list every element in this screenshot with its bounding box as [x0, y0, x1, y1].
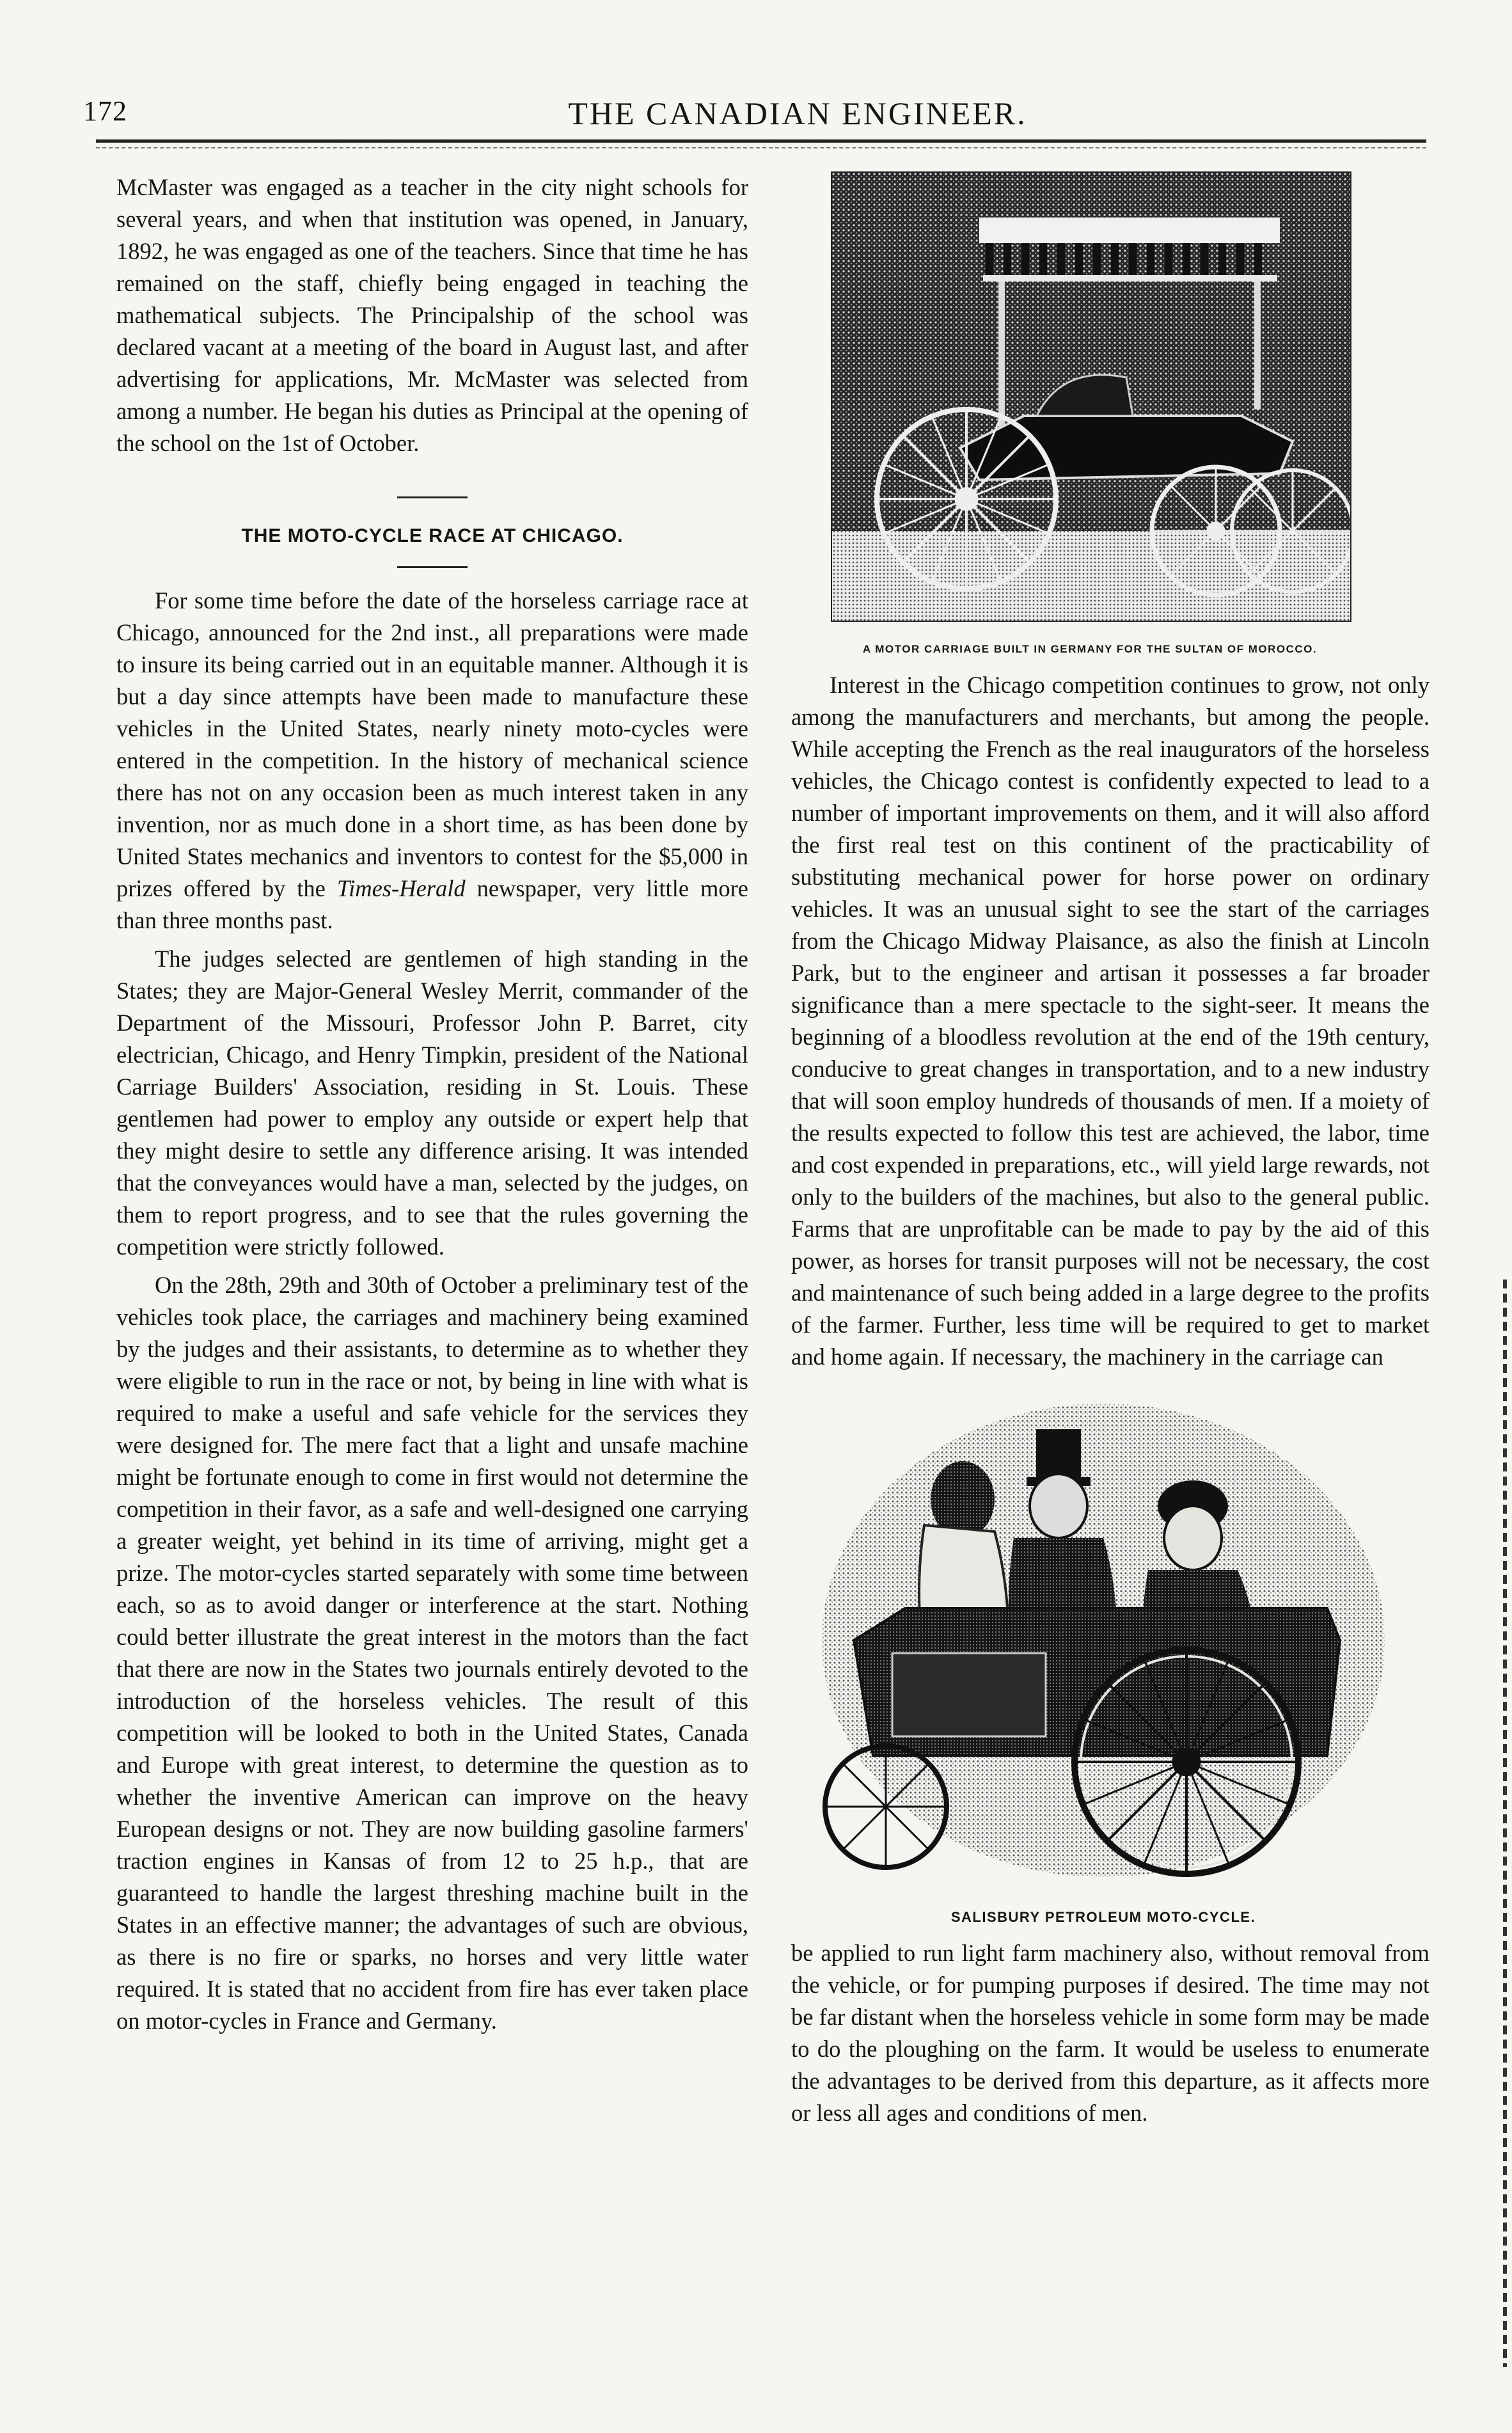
intro-paragraph: McMaster was engaged as a teacher in the city night schools for several years, and when that institution was opened, in January, 1892, he was engaged as one of the teachers. Since that time he has remained on the staff, chiefly being engaged in teaching the mathematical subjects. The Principalship of the school was declared vacant at a meeting of the board in August last, and after advertising for applications, Mr. McMaster was selected from among a number. He began his duties as Principal at the opening of the school on the 1st of October.	[116, 174, 748, 456]
left-column	[116, 171, 748, 2037]
header-rule	[96, 139, 1426, 143]
journal-title: THE CANADIAN ENGINEER.	[568, 95, 1027, 131]
page-number: 172	[83, 95, 127, 127]
motor-carriage-figure	[831, 171, 1351, 622]
right-column	[791, 171, 1429, 2129]
paragraph-1	[116, 585, 748, 937]
paragraph-4: Interest in the Chicago competition continues to grow, not only among the manufacturers and merchants, but among the people. While accepting the French as the real inaugurators of the horseless vehicles, the Chicago contest is confidently expected to lead to a number of important improvements on them, and it will also afford the first real test on this continent of the practicability of substituting mechanical power for horse power on ordinary vehicles. It was an unusual sight to see the start of the carriages from the Chicago Midway Plaisance, as also the finish at Lincoln Park, but to the engineer and artisan it possesses a far broader significance than a mere spectacle to the sight-seer. It means the beginning of a bloodless revolution at the end of the 19th century, conducive to great changes in transportation, and to a new industry that will soon employ hundreds of thousands of men. If a moiety of the results expected to follow this test are achieved, the labor, time and cost expended in preparations, etc., will yield large rewards, not only to the builders of the machines, but also to the general public. Farms that are unprofitable can be made to pay by the aid of this power, as horses for transit purposes will not be necessary, the cost and maintenance of such being added in a large degree to the profits of the farmer. Further, less time will be required to get to market and home again. If necessary, the machinery in the carriage can	[791, 672, 1429, 1370]
paragraph-3: On the 28th, 29th and 30th of October a preliminary test of the vehicles took place, the carriages and machinery being examined by the judges and their assistants, to determine as to whether they were eligible to run in the race or not, by being in line with what is required to make a useful and safe vehicle for the services they were designed for. The mere fact that a light and unsafe machine might be fortunate enough to come in first would not determine the competition in their favor, as a safe and well-designed one carrying a greater weight, yet behind in its time of arriving, might get a prize. The motor-cycles started separately with some time between each, so as to avoid danger or interference at the start. Nothing could better illustrate the great interest in the motors than the fact that there are now in the States two journals entirely devoted to the introduction of the horseless vehicles. The result of this competition will be looked to both in the United States, Canada and Europe with great interest, to determine the question as to whether the inventive American can improve on the heavy European designs or not. They are now building gasoline farmers' traction engines in Kansas of from 12 to 25 h.p., that are guaranteed to handle the largest threshing machine built in the States in an effective manner; the advantages of such are obvious, as there is no fire or sparks, no horses and very little water required. It is stated that no accident from fire has ever taken place on motor-cycles in France and Germany.	[116, 1272, 748, 2034]
moto-cycle-illustration	[815, 1397, 1391, 1890]
paragraph-1-start: For some time before the date of the horseless carriage race at Chicago, announced for the 2nd inst., all preparations were made to insure its being carried out in an equitable manner. Although it is but a day since attempts have been made to manufacture these vehicles in the United States, nearly ninety moto-cycles were entered in the competition. In the history of mechanical science there has not on any occasion been as much interest taken in any invention, nor as much done in a short time, as has been done by United States mechanics and inventors to contest for the $5,000 in prizes offered by the	[116, 587, 748, 901]
figure-1-caption: A MOTOR CARRIAGE BUILT IN GERMANY FOR THE SULTAN OF MOROCCO.	[862, 643, 1318, 655]
paragraph-2: The judges selected are gentlemen of high standing in the States; they are Major-General Wesley Merrit, commander of the Department of the Missouri, Professor John P. Barret, city electrician, Chicago, and Henry Timpkin, president of the National Carriage Builders' Association, residing in St. Louis. These gentlemen had power to employ any outside or expert help that they might desire to settle any difference arising. It was intended that the conveyances would have a man, selected by the judges, on them to report progress, and to see that the rules governing the competition were strictly followed.	[116, 946, 748, 1260]
section-heading: THE MOTO-CYCLE RACE AT CHICAGO.	[241, 525, 624, 546]
moto-cycle-figure	[815, 1397, 1391, 1890]
paragraph-1-end: newspaper, very little more than three months past.	[116, 875, 749, 933]
figure-2-caption: SALISBURY PETROLEUM MOTO-CYCLE.	[950, 1909, 1256, 1925]
motor-carriage-illustration	[832, 173, 1350, 621]
paragraph-5: be applied to run light farm machinery also, without removal from the vehicle, or for pumping purposes if desired. The time may not be far distant when the horseless vehicle in some form may be made to do the ploughing on the farm. It would be useless to enumerate the advantages to be derived from this departure, as it affects more or less all ages and conditions of men.	[791, 1940, 1429, 2126]
page-edge-mark	[1503, 1280, 1507, 2367]
newspaper-name: Times-Herald	[336, 875, 466, 901]
header-rule-dashed	[96, 147, 1426, 148]
